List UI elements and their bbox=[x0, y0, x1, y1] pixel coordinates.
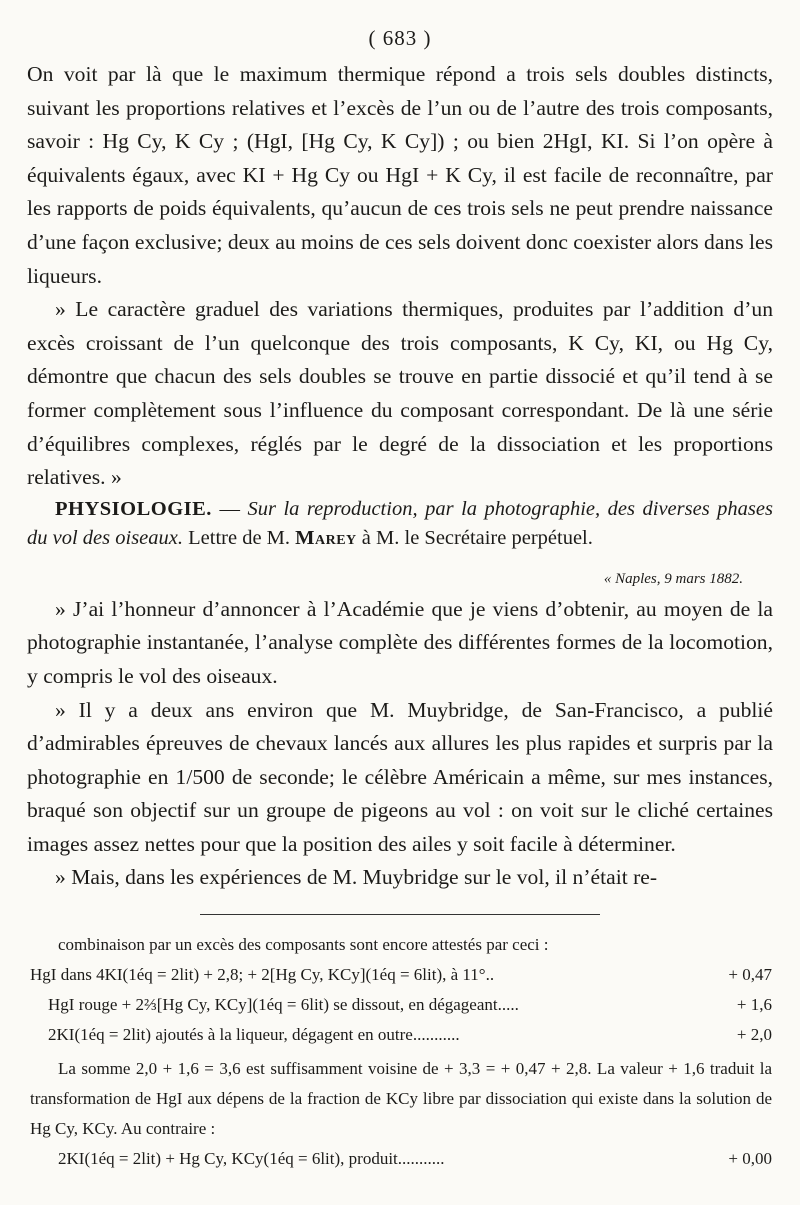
heading-rest: Lettre de M. bbox=[183, 526, 296, 549]
footnote-row bbox=[48, 1020, 772, 1050]
footnote-row-text: 2KI(1éq = 2lit) + Hg Cy, KCy(1éq = 6lit), produit........... bbox=[58, 1149, 445, 1168]
footnote bbox=[30, 930, 772, 1174]
footnote-row-value: + 0,00 bbox=[728, 1149, 772, 1168]
paragraph: » J’ai l’honneur d’annoncer à l’Académie que je viens d’obtenir, au moyen de la photographie instantanée, l’analyse complète des différentes formes de la locomotion, y compris le vol des oiseaux. bbox=[27, 596, 773, 688]
footnote-intro: combinaison par un excès des composants sont encore attestés par ceci : bbox=[58, 935, 549, 954]
footnote-row-text: HgI dans 4KI(1éq = 2lit) + 2,8; + 2[Hg Cy, KCy](1éq = 6lit), à 11°.. bbox=[30, 965, 495, 984]
footnote-rule bbox=[200, 914, 600, 915]
footnote-row bbox=[30, 960, 772, 990]
page-number: ( 683 ) bbox=[368, 26, 432, 50]
footnote-row-value: + 2,0 bbox=[736, 1025, 772, 1044]
footnote-row bbox=[48, 990, 772, 1020]
footnote-row-text: 2KI(1éq = 2lit) ajoutés à la liqueur, dégagent en outre........... bbox=[48, 1025, 460, 1044]
footnote-row bbox=[30, 1144, 772, 1174]
section-title: Sur la reproduction, par la photographie, des diverses phases du vol des oiseaux. bbox=[27, 497, 773, 549]
brace-group bbox=[30, 990, 772, 1050]
heading-dash: — bbox=[211, 497, 248, 520]
author-name: Marey bbox=[295, 526, 357, 549]
dateline: « Naples, 9 mars 1882. bbox=[603, 570, 743, 587]
paragraph: » Le caractère graduel des variations thermiques, produites par l’addition d’un excès croissant de l’un quelconque des trois composants, K Cy, KI, ou Hg Cy, démontre que chacun des sels doubles se trouve en partie dissocié et qu’il tend à se former complètement sous l’influence du composant correspondant. De là une série d’équilibres complexes, réglés par le degré de la dissociation et les proportions relatives. » bbox=[27, 297, 773, 490]
main-text bbox=[27, 58, 773, 895]
paragraph: » Mais, dans les expériences de M. Muybridge sur le vol, il n’était re- bbox=[55, 865, 658, 890]
footnote-row-value: + 1,6 bbox=[736, 995, 772, 1014]
footnote-row-text: HgI rouge + 2⅔[Hg Cy, KCy](1éq = 6lit) se dissout, en dégageant..... bbox=[48, 995, 519, 1014]
section-label: PHYSIOLOGIE. bbox=[55, 497, 212, 520]
footnote-row-value: + 0,47 bbox=[728, 965, 772, 984]
section-heading bbox=[27, 495, 773, 553]
footnote-paragraph: La somme 2,0 + 1,6 = 3,6 est suffisamment voisine de + 3,3 = + 0,47 + 2,8. La valeur + 1,6 traduit la transformation de HgI aux dépens de la fraction de KCy libre par dissociation qui existe dans la solution de Hg Cy, KCy. Au contraire : bbox=[30, 1059, 772, 1138]
heading-rest: à M. le Secrétaire perpétuel. bbox=[356, 526, 593, 549]
paragraph: » Il y a deux ans environ que M. Muybridge, de San-Francisco, a publié d’admirables épreuves de chevaux lancés aux allures les plus rapides et surpris par la photographie en 1/500 de seconde; le célèbre Américain a même, sur mes instances, braqué son objectif sur un groupe de pigeons au vol : on voit sur le cliché certaines images assez nettes pour que la position des ailes y soit facile à déterminer. bbox=[27, 697, 773, 856]
paragraph: On voit par là que le maximum thermique répond a trois sels doubles distincts, suivant les proportions relatives et l’excès de l’un ou de l’autre des trois composants, savoir : Hg Cy, K Cy ; (HgI, [Hg Cy, K Cy]) ; ou bien 2HgI, KI. Si l’on opère à équivalents égaux, avec KI + Hg Cy ou HgI + K Cy, il est facile de reconnaître, par les rapports de poids équivalents, qu’aucun de ces trois sels ne peut prendre naissance d’une façon exclusive; deux au moins de ces sels doivent donc coexister alors dans les liqueurs. bbox=[27, 62, 773, 288]
